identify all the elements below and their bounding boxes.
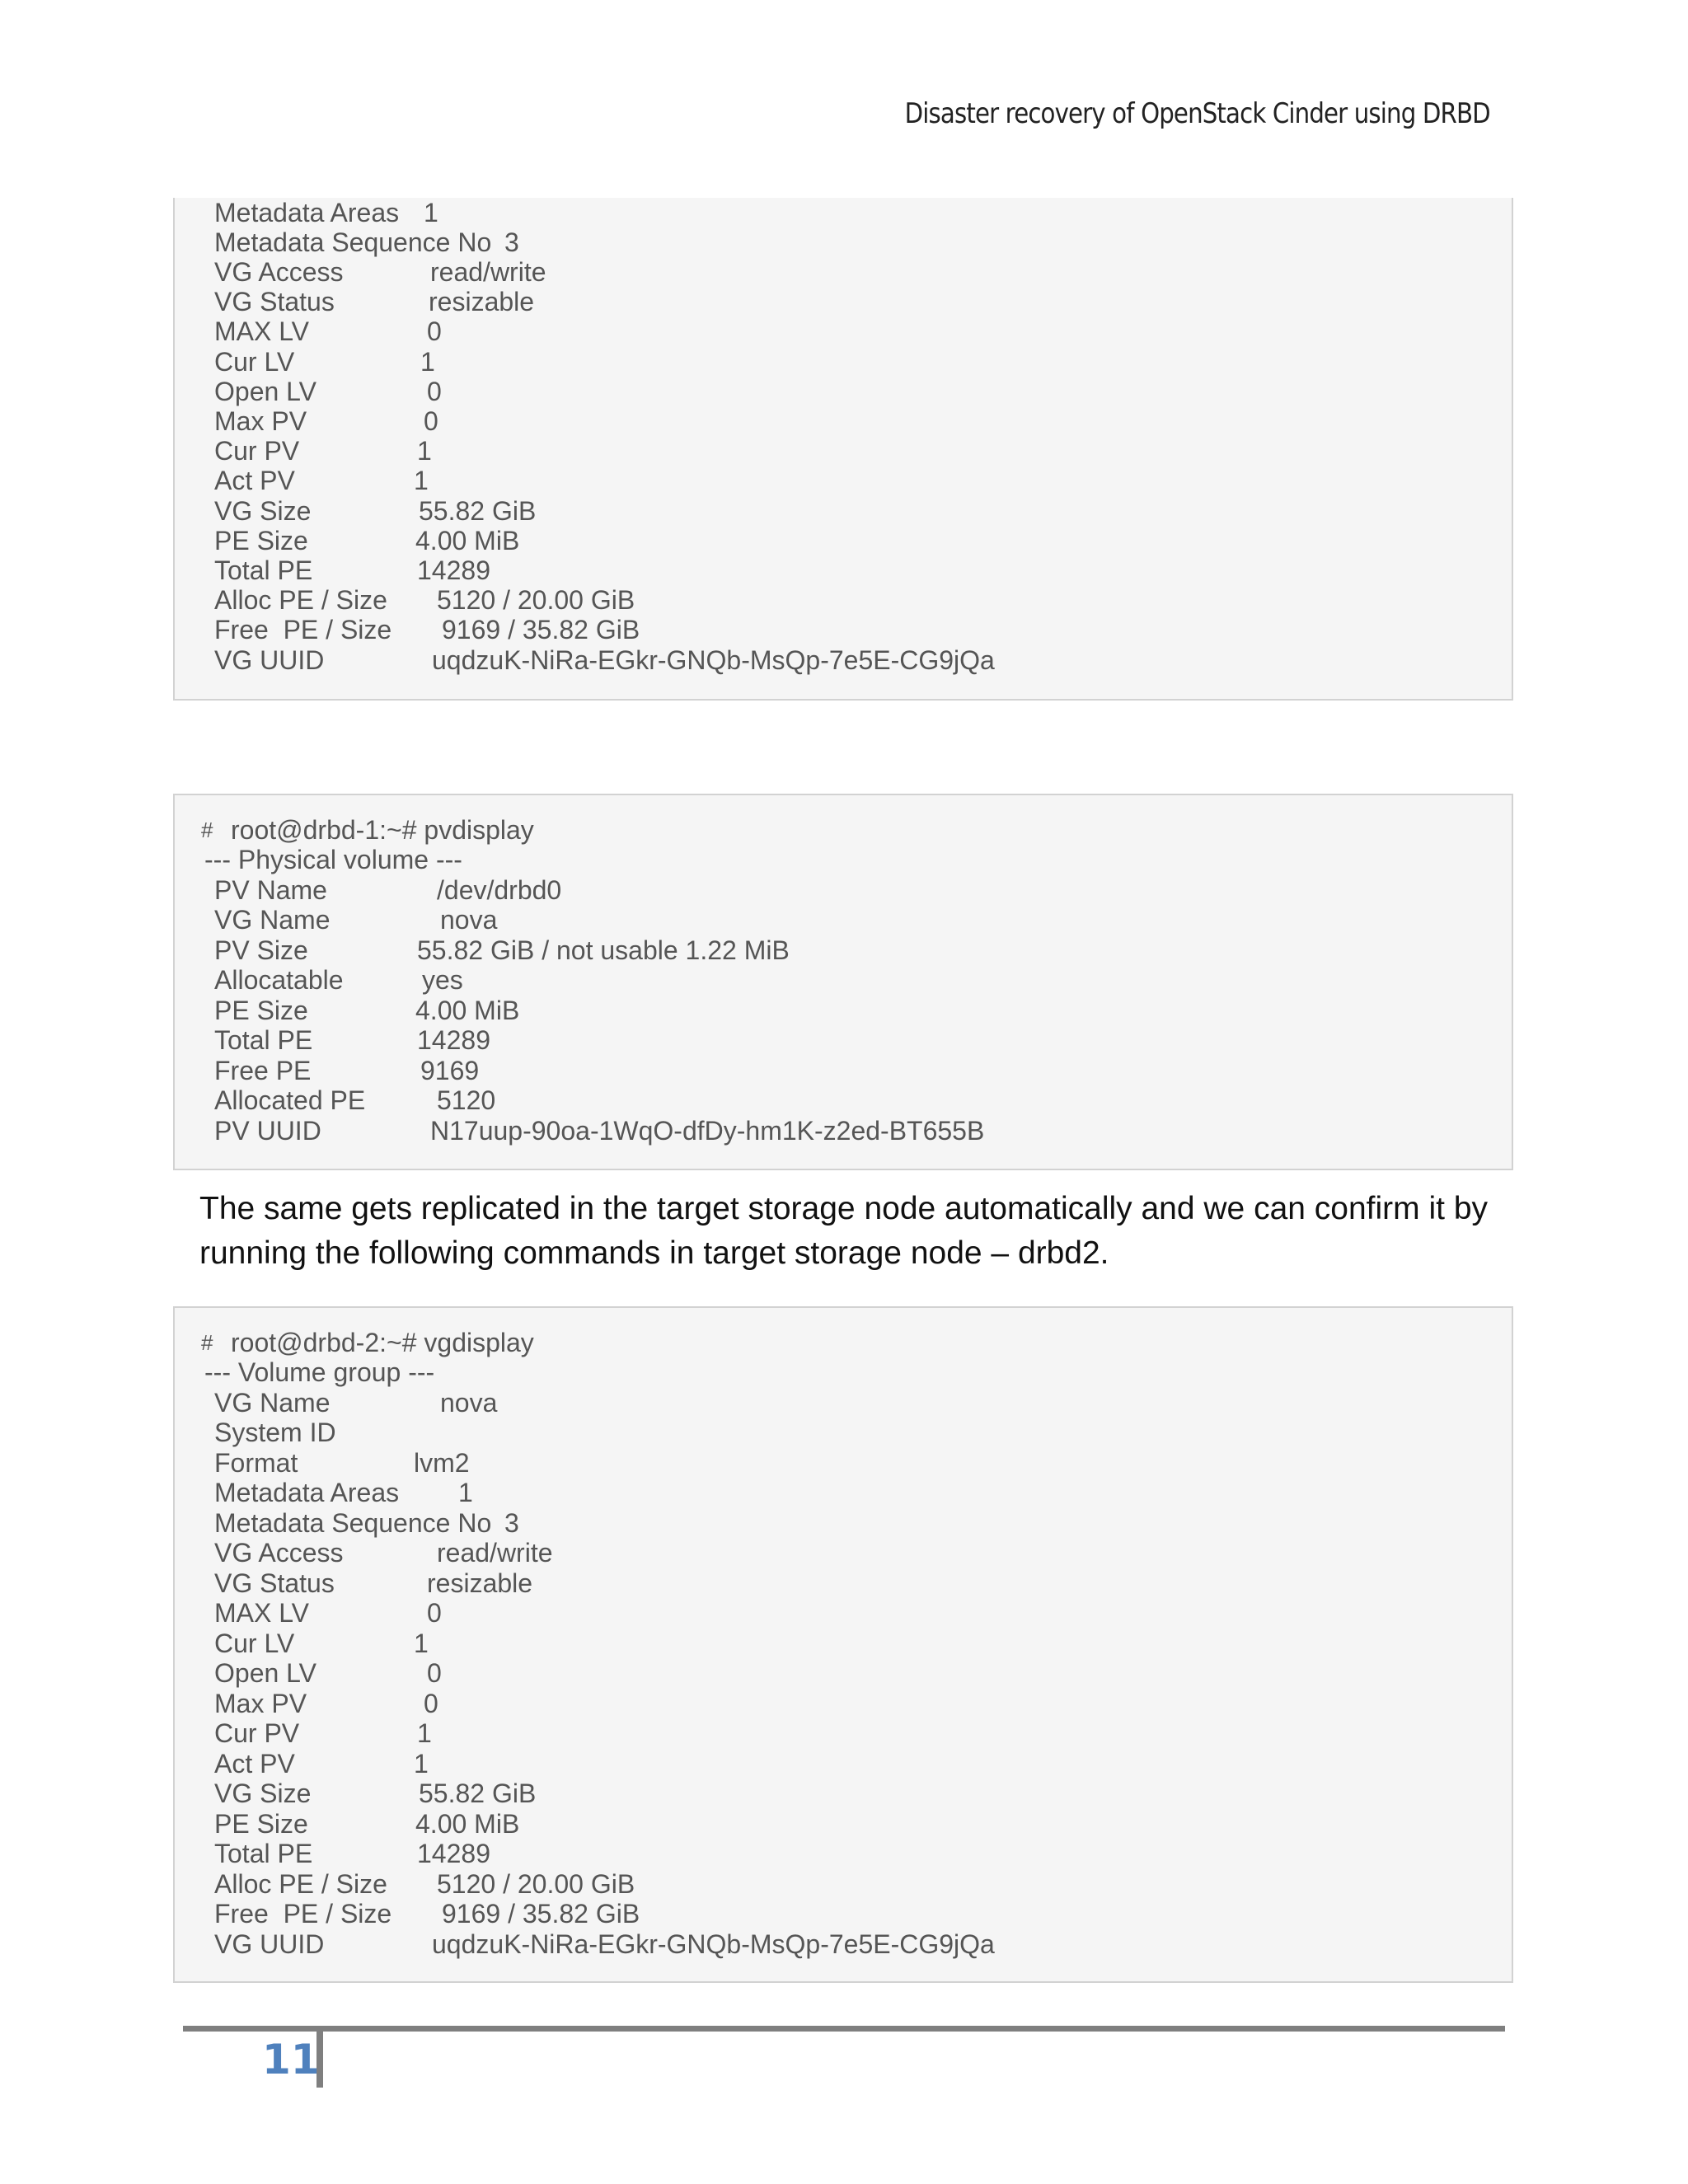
code-key: Act PV [214,1749,295,1779]
code-key: VG Size [214,496,312,526]
code-value: lvm2 [414,1448,470,1478]
code-value: 5120 / 20.00 GiB [437,585,635,615]
section-header: --- Volume group --- [204,1357,435,1387]
prompt-hash: # [201,818,213,842]
code-key: Format [214,1448,298,1478]
code-value: 55.82 GiB / not usable 1.22 MiB [417,935,790,965]
code-key: VG Name [214,1388,331,1418]
code-key: Allocatable [214,965,344,995]
command-text: root@drbd-2:~# vgdisplay [231,1328,534,1357]
code-block-vgdisplay-drbd2 [173,1306,1513,1983]
footer-rule [183,2026,1505,2032]
code-key: Free PE / Size [214,615,392,644]
code-key: VG Access [214,1538,344,1568]
code-key: PE Size [214,996,308,1025]
code-value: uqdzuK-NiRa-EGkr-GNQb-MsQp-7e5E-CG9jQa [432,645,995,675]
code-key: PV Name [214,875,327,905]
code-key: Cur PV [214,436,300,466]
code-value: 3 [504,227,519,257]
code-key: Total PE [214,1839,313,1868]
code-key: VG Access [214,257,344,287]
code-value: 9169 [420,1056,480,1085]
code-value: 0 [424,1689,438,1718]
code-key: Cur LV [214,1629,295,1658]
code-value: 1 [420,347,435,377]
code-value: 4.00 MiB [415,996,520,1025]
code-key: PV Size [214,935,308,965]
code-key: Max PV [214,1689,307,1718]
code-value: 55.82 GiB [419,1779,537,1808]
command-text: root@drbd-1:~# pvdisplay [231,815,534,845]
code-value: 1 [414,1749,429,1779]
code-value: 0 [427,316,442,346]
code-value: uqdzuK-NiRa-EGkr-GNQb-MsQp-7e5E-CG9jQa [432,1929,995,1959]
code-key: Metadata Areas [214,1478,400,1507]
code-value: 1 [417,1718,432,1748]
code-key: PV UUID [214,1116,321,1146]
page-header: Disaster recovery of OpenStack Cinder using DRBD [904,97,1490,130]
code-key: Open LV [214,1658,316,1688]
code-key: Max PV [214,406,307,436]
code-value: 9169 / 35.82 GiB [442,615,640,644]
code-key: MAX LV [214,1598,309,1628]
code-value: read/write [430,257,546,287]
code-value: 5120 / 20.00 GiB [437,1869,635,1899]
code-key: PE Size [214,526,308,555]
code-value: 0 [427,1598,442,1628]
code-block-pvdisplay [173,794,1513,1170]
code-key: Metadata Sequence No [214,227,492,257]
code-key: VG Status [214,287,335,316]
page-number: 11 [262,2036,320,2083]
prompt-hash: # [201,1330,213,1355]
code-value: read/write [437,1538,553,1568]
code-block-vgdisplay-continued [173,198,1513,701]
code-value: 9169 / 35.82 GiB [442,1899,640,1929]
code-key: Alloc PE / Size [214,585,387,615]
code-value: 4.00 MiB [415,1809,520,1839]
code-value: N17uup-90oa-1WqO-dfDy-hm1K-z2ed-BT655B [430,1116,985,1146]
section-header: --- Physical volume --- [204,845,462,874]
code-value: 14289 [417,1839,490,1868]
code-value: 0 [424,406,438,436]
code-key: Alloc PE / Size [214,1869,387,1899]
code-value: 1 [417,436,432,466]
code-value: 4.00 MiB [415,526,520,555]
code-value: 55.82 GiB [419,496,537,526]
code-value: 14289 [417,555,490,585]
code-value: 1 [424,198,438,227]
code-key: Free PE / Size [214,1899,392,1929]
code-value: 3 [504,1508,519,1538]
code-value: 14289 [417,1025,490,1055]
code-value: 0 [427,377,442,406]
code-value: /dev/drbd0 [437,875,562,905]
code-key: Open LV [214,377,316,406]
code-key: VG Size [214,1779,312,1808]
code-key: Metadata Sequence No [214,1508,492,1538]
code-value: resizable [427,1568,533,1598]
code-key: Total PE [214,1025,313,1055]
code-value: yes [422,965,463,995]
code-key: VG Name [214,905,331,935]
code-value: 1 [414,466,429,495]
code-key: Free PE [214,1056,312,1085]
body-paragraph: The same gets replicated in the target storage node automatically and we can confirm it by running the following commands in target storage node – drbd2. [199,1191,1489,1271]
code-value: resizable [429,287,535,316]
code-value: nova [440,905,498,935]
code-key: Cur PV [214,1718,300,1748]
code-key: VG Status [214,1568,335,1598]
code-value: 5120 [437,1085,496,1115]
code-value: 1 [414,1629,429,1658]
code-key: System ID [214,1418,336,1447]
code-value: nova [440,1388,498,1418]
code-key: MAX LV [214,316,309,346]
code-key: Total PE [214,555,313,585]
code-key: Metadata Areas [214,198,400,227]
code-key: Act PV [214,466,295,495]
code-key: Allocated PE [214,1085,366,1115]
code-value: 0 [427,1658,442,1688]
code-key: VG UUID [214,1929,325,1959]
code-key: Cur LV [214,347,295,377]
code-key: PE Size [214,1809,308,1839]
code-value: 1 [458,1478,473,1507]
code-key: VG UUID [214,645,325,675]
